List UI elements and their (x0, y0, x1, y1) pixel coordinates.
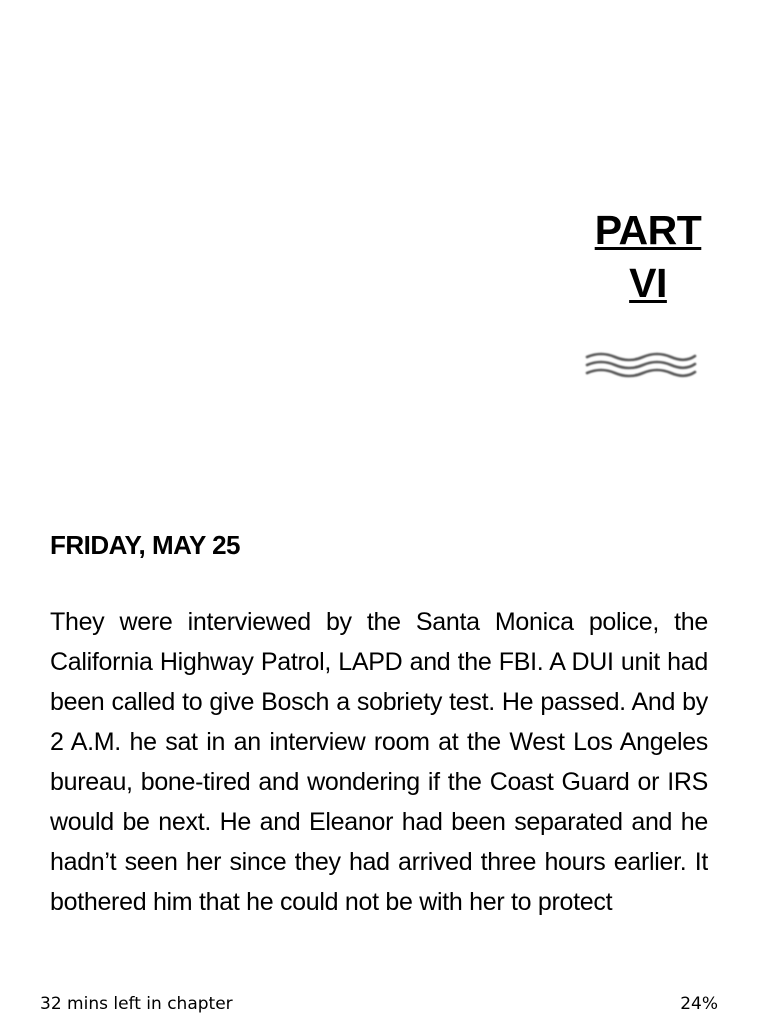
chapter-body-text: They were interviewed by the Santa Monica police, the California Highway Patrol, LAPD and the FBI. A DUI unit had been called to give Bosch a sobriety test. He passed. And by 2 A.M. he sat in an interview room at the West Los Angeles bureau, bone-tired and wondering if the Coast Guard or IRS would be next. He and Eleanor had been separated and he hadn’t seen her since they had arrived three hours earlier. It bothered him that he could not be with her to protect (50, 608, 708, 916)
chapter-date-heading: FRIDAY, MAY 25 (50, 530, 241, 560)
part-heading (560, 204, 736, 310)
wavy-lines-ornament-icon (584, 348, 698, 382)
time-left-in-chapter[interactable]: 32 mins left in chapter (40, 994, 233, 1014)
part-label: PART (594, 207, 702, 253)
reading-progress-percent[interactable]: 24% (680, 994, 718, 1014)
part-numeral: VI (629, 260, 667, 306)
